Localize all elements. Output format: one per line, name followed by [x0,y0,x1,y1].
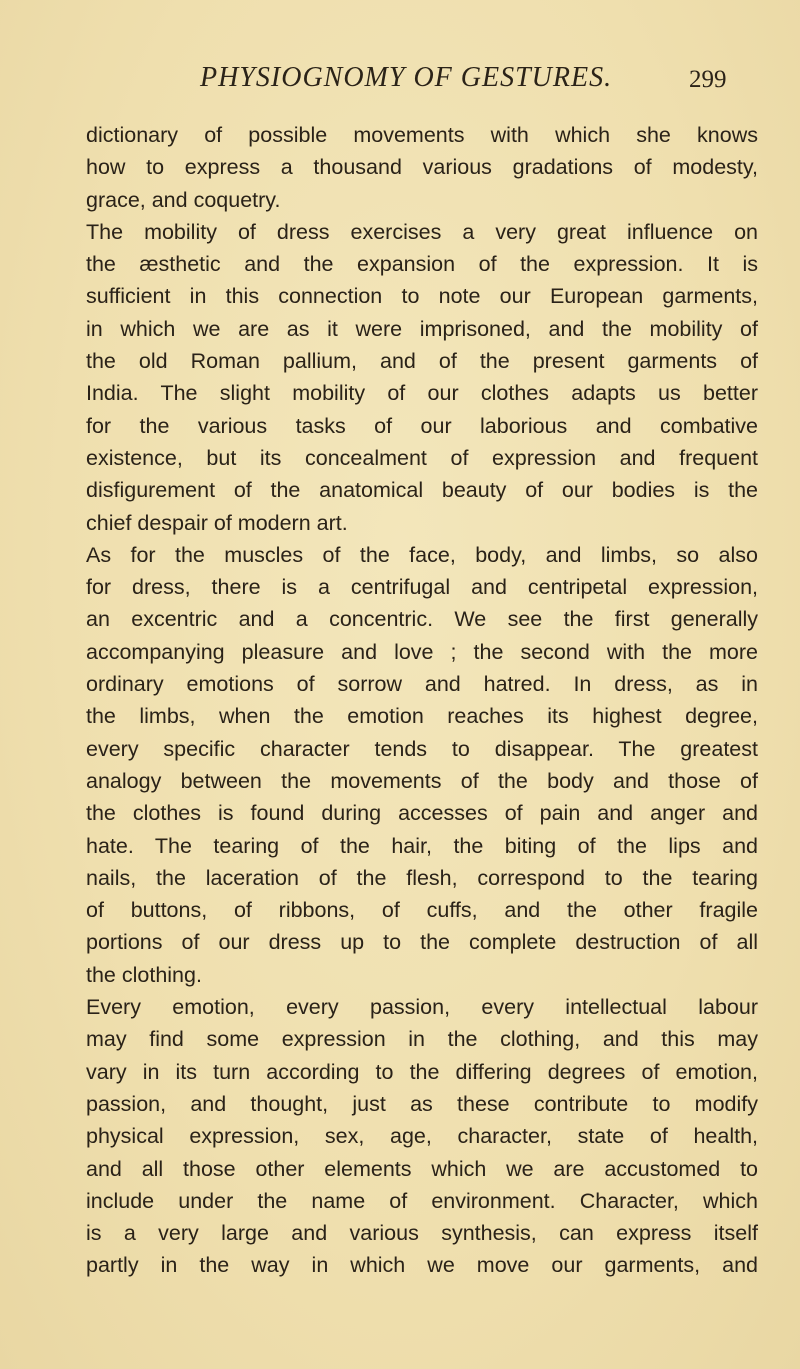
text-line: the clothes is found during accesses of pain and anger and [86,801,758,826]
text-line: portions of our dress up to the complete destruction of all [86,930,758,955]
text-line: nails, the laceration of the flesh, correspond to the tearing [86,865,758,890]
text-line: may find some expression in the clothing, and this may [86,1027,758,1052]
text-line: of buttons, of ribbons, of cuffs, and the other fragile [86,898,758,923]
text-line: grace, and coquetry. [86,187,281,212]
text-line: analogy between the movements of the body and those of [86,768,758,793]
text-line: existence, but its concealment of expression and frequent [86,445,758,470]
text-line: chief despair of modern art. [86,510,348,535]
text-line: the old Roman pallium, and of the present garments of [86,349,758,374]
text-line: accompanying pleasure and love ; the second with the more [86,639,758,664]
text-line: The mobility of dress exercises a very great influence on [86,219,758,244]
text-line: the clothing. [86,962,202,987]
text-line: how to express a thousand various gradations of modesty, [86,155,758,180]
text-line: for the various tasks of our laborious and combative [86,413,758,438]
running-head: PHYSIOGNOMY OF GESTURES. [200,62,613,93]
text-line: vary in its turn according to the differing degrees of emotion, [86,1059,758,1084]
page-number: 299 [689,66,727,93]
text-line: Every emotion, every passion, every intellectual labour [86,995,758,1020]
text-line: for dress, there is a centrifugal and centripetal expression, [86,575,758,600]
page-header [0,62,800,102]
text-line: include under the name of environment. Character, which [86,1188,758,1213]
text-line: hate. The tearing of the hair, the biting of the lips and [86,833,758,858]
text-line: in which we are as it were imprisoned, and the mobility of [86,316,758,341]
text-line: partly in the way in which we move our garments, and [86,1253,758,1278]
text-line: ordinary emotions of sorrow and hatred. In dress, as in [86,672,758,697]
text-line: an excentric and a concentric. We see the first generally [86,607,758,632]
text-line: As for the muscles of the face, body, and limbs, so also [86,542,758,567]
text-line: and all those other elements which we are accustomed to [86,1156,758,1181]
text-line: the æsthetic and the expansion of the expression. It is [86,252,758,277]
text-line: is a very large and various synthesis, can express itself [86,1221,758,1246]
text-line: sufficient in this connection to note our European garments, [86,284,758,309]
text-line: India. The slight mobility of our clothes adapts us better [86,381,758,406]
text-line: the limbs, when the emotion reaches its highest degree, [86,704,758,729]
body-text [86,119,758,1282]
text-line: dictionary of possible movements with which she knows [86,123,758,147]
text-line: disfigurement of the anatomical beauty of our bodies is the [86,478,758,503]
text-line: physical expression, sex, age, character, state of health, [86,1124,758,1149]
text-line: every specific character tends to disappear. The greatest [86,736,758,761]
text-line: passion, and thought, just as these contribute to modify [86,1091,758,1116]
